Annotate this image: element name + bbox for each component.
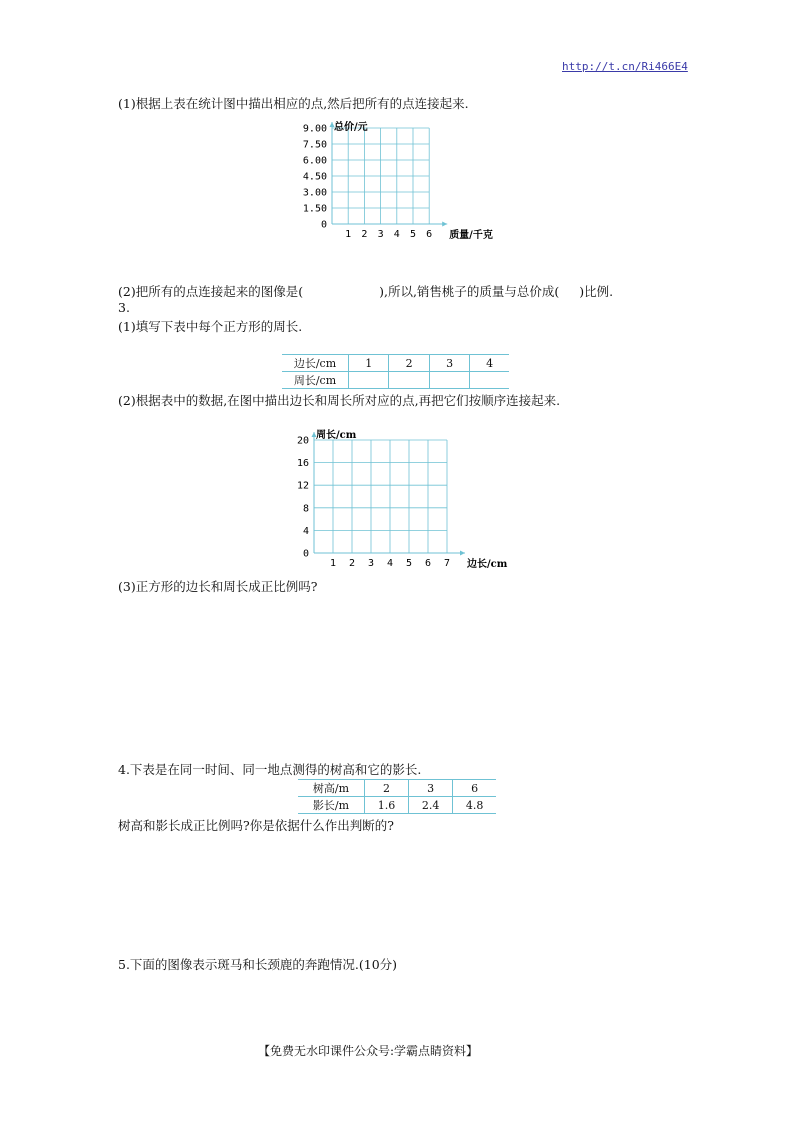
table-header-tree: 树高/m	[298, 780, 365, 797]
x-tick-label: 4	[386, 558, 394, 569]
table-cell: 1	[349, 355, 389, 372]
q2-part2-a: (2)把所有的点连接起来的图像是(	[118, 284, 304, 299]
q2-part2-text	[118, 284, 613, 300]
table-cell: 1.6	[365, 797, 409, 814]
tree-shadow-table	[298, 779, 496, 814]
table-cell: 4.8	[453, 797, 496, 814]
q5-intro-text: 5.下面的图像表示斑马和长颈鹿的奔跑情况.(10分)	[118, 957, 398, 972]
x-tick-label: 7	[443, 558, 451, 569]
x-axis-arrow	[460, 551, 465, 556]
y-tick-label: 20	[296, 435, 309, 447]
y-tick-label: 16	[296, 458, 309, 470]
y-tick-label: 0	[302, 548, 309, 560]
table-cell: 2.4	[409, 797, 453, 814]
x-tick-label: 3	[367, 558, 375, 569]
y-tick-label: 6.00	[302, 155, 327, 167]
x-tick-label: 6	[424, 558, 432, 569]
q3-part2-text: (2)根据表中的数据,在图中描出边长和周长所对应的点,再把它们按顺序连接起来.	[118, 393, 561, 408]
y-tick-label: 1.50	[302, 203, 327, 215]
x-tick-label: 1	[329, 558, 337, 569]
x-tick-label: 5	[405, 558, 413, 569]
x-tick-label: 2	[348, 558, 356, 569]
table-cell: 3	[409, 780, 453, 797]
y-tick-label: 4	[302, 525, 309, 537]
y-tick-label: 4.50	[302, 171, 327, 183]
table-header-shadow: 影长/m	[298, 797, 365, 814]
x-tick-label: 4	[393, 229, 400, 240]
square-perimeter-table	[282, 354, 509, 389]
table-input-cell[interactable]	[429, 372, 469, 389]
q3-part3-text: (3)正方形的边长和周长成正比例吗?	[118, 579, 318, 594]
x-axis-title: 边长/cm	[467, 559, 508, 570]
q2-part2-b: ),所以,销售桃子的质量与总价成(	[379, 284, 560, 299]
source-link[interactable]: http://t.cn/Ri466E4	[562, 60, 688, 73]
x-axis-arrow	[442, 222, 447, 227]
q3-number: 3.	[118, 300, 130, 315]
price-weight-chart	[290, 112, 493, 242]
table-cell: 3	[429, 355, 469, 372]
q3-part1-text: (1)填写下表中每个正方形的周长.	[118, 319, 303, 334]
table-header-side: 边长/cm	[282, 355, 349, 372]
table-input-cell[interactable]	[470, 372, 509, 389]
table-cell: 6	[453, 780, 496, 797]
y-axis-title: 总价/元	[334, 122, 368, 133]
x-tick-label: 6	[426, 229, 433, 240]
q2-part2-c: )比例.	[579, 284, 614, 299]
table-header-perimeter: 周长/cm	[282, 372, 349, 389]
y-tick-label: 9.00	[302, 123, 327, 135]
q2-part1-text: (1)根据上表在统计图中描出相应的点,然后把所有的点连接起来.	[118, 96, 469, 111]
x-tick-label: 2	[361, 229, 368, 240]
x-tick-label: 5	[409, 229, 417, 240]
perimeter-side-chart	[280, 412, 508, 574]
q4-question-text: 树高和影长成正比例吗?你是依据什么作出判断的?	[118, 818, 394, 833]
table-input-cell[interactable]	[349, 372, 389, 389]
table-input-cell[interactable]	[389, 372, 429, 389]
table-cell: 2	[389, 355, 429, 372]
y-tick-label: 0	[320, 219, 327, 231]
x-tick-label: 1	[345, 229, 352, 240]
table-cell: 4	[470, 355, 509, 372]
y-axis-title: 周长/cm	[316, 430, 357, 441]
x-axis-title: 质量/千克	[449, 230, 493, 241]
x-tick-label: 3	[377, 229, 384, 240]
y-tick-label: 8	[302, 503, 309, 515]
table-cell: 2	[365, 780, 409, 797]
q4-intro-text: 4.下表是在同一时间、同一地点测得的树高和它的影长.	[118, 762, 422, 777]
y-tick-label: 12	[296, 480, 309, 492]
y-tick-label: 3.00	[302, 187, 327, 199]
y-tick-label: 7.50	[302, 139, 327, 151]
footer-text: 【免费无水印课件公众号:学霸点睛资料】	[258, 1044, 479, 1058]
